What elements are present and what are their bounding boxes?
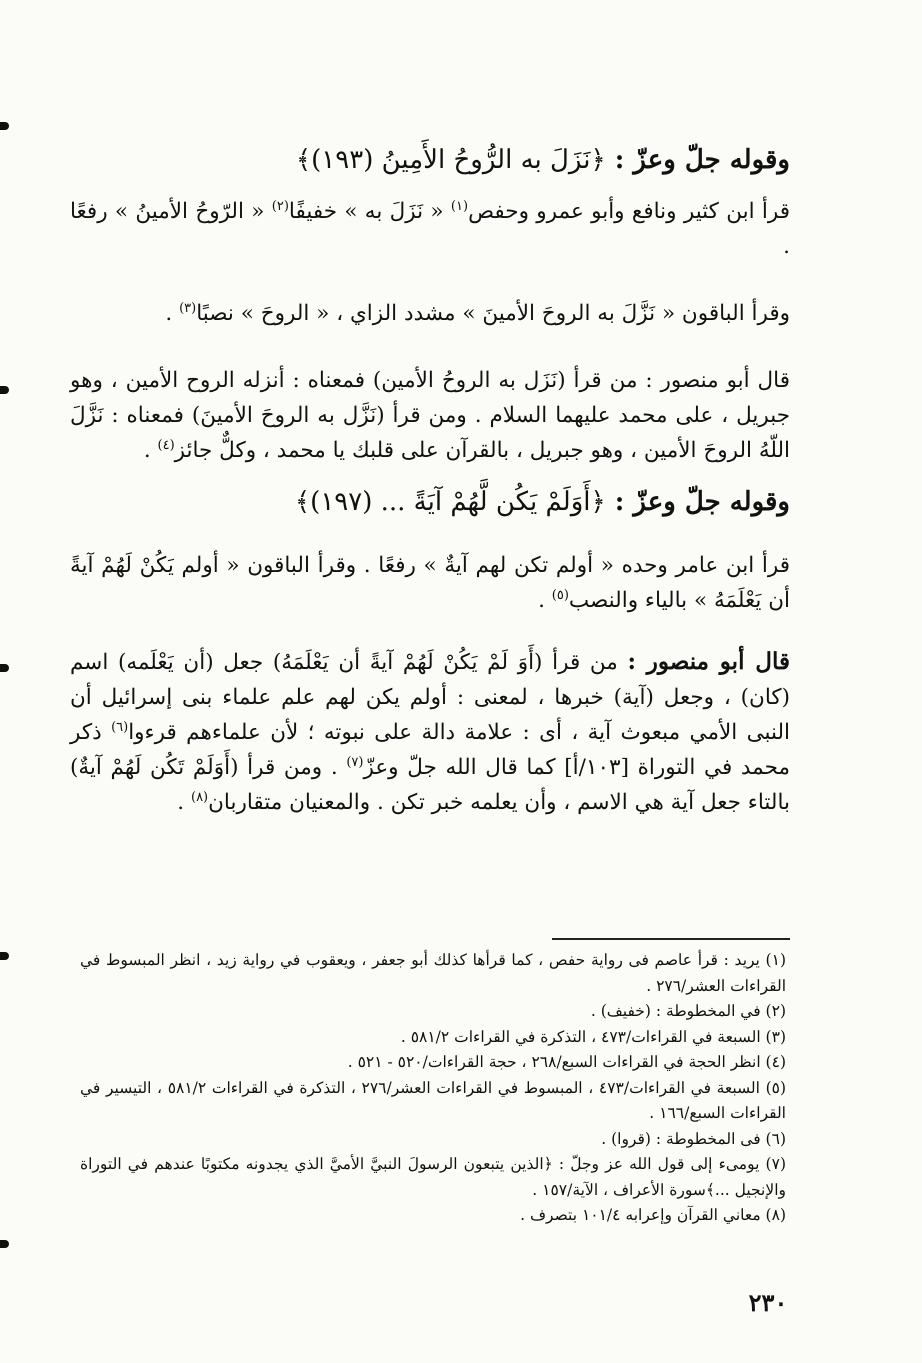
paragraph <box>70 363 790 468</box>
paragraph-text: ذكر محمد في التوراة [١٠٣/أ] كما قال الله جلّ وعزّ <box>70 720 790 780</box>
footnote-ref: (١) <box>450 198 469 214</box>
footnote: (١) يريد : قرأ عاصم فى رواية حفص ، كما قرأها كذلك أبو جعفر ، ويعقوب في رواية زيد ، انظر المبسوط في القراءات العشر/٢٧٦ . <box>80 951 786 995</box>
footnote-divider <box>552 938 790 940</box>
paragraph <box>70 548 790 618</box>
paragraph-text: . <box>165 301 173 326</box>
verse-text: ﴿نَزَلَ به الرُّوحُ الأَمِينُ (١٩٣)﴾ <box>295 145 606 175</box>
footnote-ref: (٥) <box>551 587 569 603</box>
heading-lead: وقوله جلّ وعزّ : <box>614 145 790 175</box>
footnote: (٢) في المخطوطة : (خفيف) . <box>590 1002 786 1020</box>
paragraph-lead: قال أبو منصور : <box>627 648 791 675</box>
verse-heading <box>70 140 790 180</box>
paragraph-text: « نَزَلَ به » خفيفًا <box>288 199 444 224</box>
footnote-ref: (٢) <box>271 198 289 214</box>
verse-text: ﴿أَوَلَمْ يَكُن لَّهُمْ آيَةً ... (١٩٧)﴾ <box>294 487 606 517</box>
footnote-ref: (٤) <box>157 437 175 453</box>
footnote: (٣) السبعة في القراءات/٤٧٣ ، التذكرة في القراءات ٥٨١/٢ . <box>400 1027 786 1046</box>
page-number: ٢٣٠ <box>748 1288 788 1317</box>
paragraph-text: . <box>538 588 545 613</box>
paragraph-text: . <box>177 790 185 815</box>
footnote: (٤) انظر الحجة في القراءات السبع/٢٦٨ ، حجة القراءات/٥٢٠ - ٥٢١ . <box>347 1053 786 1071</box>
footnote: (٧) يومىء إلى قول الله عز وجلّ : ﴿الذين يتبعون الرسولَ النبيَّ الأميَّ الذي يجدونه مكتوبًا عندهم في التوراة والإنجيل ...﴾سورة الأعراف ، الآية/١٥٧ . <box>80 1155 786 1199</box>
paragraph-text: قال أبو منصور : من قرأ (نَزَل به الروحُ الأمين) فمعناه : أنزله الروح الأمين ، وهو جبريل ، على محمد عليهما السلام . ومن قرأ (نَزَّل به الروحَ الأمينَ) فمعناه : نَزَّلَ اللّهُ الروحَ الأمين ، وهو جبريل ، بالقرآن على قلبك يا محمد ، وكلٌّ جائز <box>70 368 790 463</box>
paragraph-text: وقرأ الباقون « نَزَّلَ به الروحَ الأمينَ » مشدد الزاي ، « الروحَ » نصبًا <box>196 301 790 326</box>
paragraph-text: قرأ ابن عامر وحده « أولم تكن لهم آيةٌ » رفعًا . وقرأ الباقون « أولم يَكُنْ لَهُمْ آيةً أن يَعْلَمَهُ » بالياء والنصب <box>70 553 790 613</box>
margin-mark <box>0 664 9 672</box>
paragraph <box>70 644 790 820</box>
main-text <box>70 140 790 834</box>
margin-mark <box>0 386 9 394</box>
paragraph-text: . ومن قرأ (أَوَلَمْ تَكُن لَهُمْ آيةٌ) بالتاء جعل آية هي الاسم ، وأن يعلمه خبر تكن . والمعنيان متقاربان <box>70 755 790 815</box>
verse-heading <box>70 482 790 522</box>
paragraph-text: « الرّوحُ الأمينُ » رفعًا . <box>70 199 790 259</box>
paragraph-text: من قرأ (أَوَ لَمْ يَكُنْ لَهُمْ آيةً أن يَعْلَمَهُ) جعل (أن يَعْلَمه) اسم (كان) ، وجعل (آية) خبرها ، لمعنى : أولم يكن لهم علم علماء بنى إسرائيل أن النبى الأمي مبعوث آية ، أى : علامة دالة على نبوته ؛ لأن علماءهم قرءوا <box>70 650 791 745</box>
footnote-ref: (٦) <box>111 719 129 735</box>
footnote: (٦) فى المخطوطة : (قروا) . <box>601 1129 786 1148</box>
paragraph <box>70 194 790 264</box>
footnote-ref: (٨) <box>190 789 209 805</box>
paragraph-text: قرأ ابن كثير ونافع وأبو عمرو وحفص <box>468 199 790 224</box>
paragraph <box>70 296 790 331</box>
footnote: (٨) معاني القرآن وإعرابه ١٠١/٤ بتصرف . <box>520 1206 786 1224</box>
margin-mark <box>0 952 9 960</box>
footnote-ref: (٧) <box>346 754 364 770</box>
footnotes <box>80 948 786 1229</box>
footnote: (٥) السبعة في القراءات/٤٧٣ ، المبسوط في القراءات العشر/٢٧٦ ، التذكرة في القراءات ٥٨١/٢ ، التيسير في القراءات السبع/١٦٦ . <box>80 1078 787 1122</box>
margin-mark <box>0 122 9 130</box>
paragraph-text: . <box>143 438 151 463</box>
margin-mark <box>0 1240 9 1248</box>
footnote-ref: (٣) <box>179 300 197 316</box>
heading-lead: وقوله جلّ وعزّ : <box>614 487 790 517</box>
